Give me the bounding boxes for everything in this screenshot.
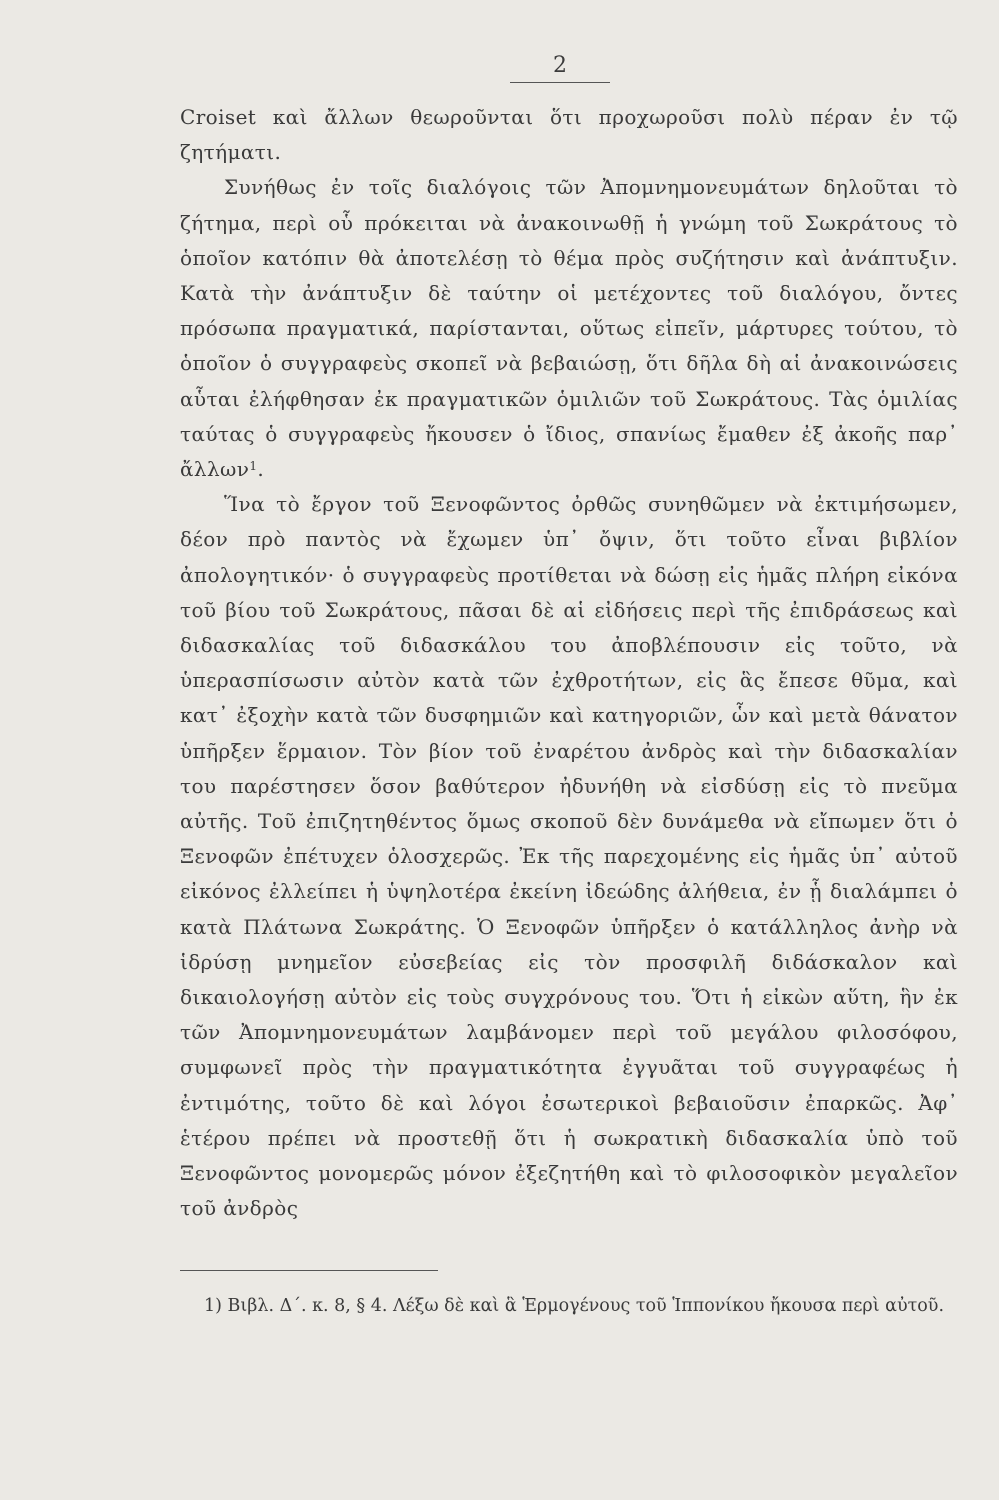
paragraph-1: Croiset καὶ ἄλλων θεωροῦνται ὅτι προχωροῦσι πολὺ πέραν ἐν τῷ ζητήματι. <box>180 105 958 165</box>
page-number-rule <box>510 82 610 83</box>
footnote-reference: 1 <box>249 459 258 474</box>
footnote <box>180 1293 958 1320</box>
paragraph-2: Συνήθως ἐν τοῖς διαλόγοις τῶν Ἀπομνημονευμάτων δηλοῦται τὸ ζήτημα, περὶ οὗ πρόκειται νὰ ἀνακοινωθῇ ἡ γνώμη τοῦ Σωκράτους τὸ ὁποῖον κατόπιν θὰ ἀποτελέσῃ τὸ θέμα πρὸς συζήτησιν καὶ ἀνάπτυξιν. Κατὰ τὴν ἀνάπτυξιν δὲ ταύτην οἱ μετέχοντες τοῦ διαλόγου, ὄντες πρόσωπα πραγματικά, παρίστανται, οὕτως εἰπεῖν, μάρτυρες τούτου, τὸ ὁποῖον ὁ συγγραφεὺς σκοπεῖ νὰ βεβαιώσῃ, ὅτι δῆλα δὴ αἱ ἀνακοινώσεις αὗται ἐλήφθησαν ἐκ πραγματικῶν ὁμιλιῶν τοῦ Σωκράτους. Τὰς ὁμιλίας ταύτας ὁ συγγραφεὺς ἤκουσεν ὁ ἴδιος, σπανίως ἔμαθεν ἐξ ἀκοῆς παρ᾽ ἄλλων$^1$. <box>180 175 958 482</box>
page-header <box>510 52 610 80</box>
footnote-rule <box>180 1270 438 1271</box>
paragraph-3: Ἵνα τὸ ἔργον τοῦ Ξενοφῶντος ὀρθῶς συνηθῶμεν νὰ ἐκτιμήσωμεν, δέον πρὸ παντὸς νὰ ἔχωμεν ὑπ᾽ ὄψιν, ὅτι τοῦτο εἶναι βιβλίον ἀπολογητικόν· ὁ συγγραφεὺς προτίθεται νὰ δώσῃ εἰς ἡμᾶς πλήρη εἰκόνα τοῦ βίου τοῦ Σωκράτους, πᾶσαι δὲ αἱ εἰδήσεις περὶ τῆς ἐπιδράσεως καὶ διδασκαλίας τοῦ διδασκάλου του ἀποβλέπουσιν εἰς τοῦτο, νὰ ὑπερασπίσωσιν αὐτὸν κατὰ τῶν ἐχθροτήτων, εἰς ἃς ἔπεσε θῦμα, καὶ κατ᾽ ἐξοχὴν κατὰ τῶν δυσφημιῶν καὶ κατηγοριῶν, ὧν καὶ μετὰ θάνατον ὑπῆρξεν ἕρμαιον. Τὸν βίον τοῦ ἐναρέτου ἀνδρὸς καὶ τὴν διδασκαλίαν του παρέστησεν ὅσον βαθύτερον ἠδυνήθη νὰ εἰσδύσῃ εἰς τὸ πνεῦμα αὐτῆς. Τοῦ ἐπιζητηθέντος ὅμως σκοποῦ δὲν δυνάμεθα νὰ εἴπωμεν ὅτι ὁ Ξενοφῶν ἐπέτυχεν ὁλοσχερῶς. Ἐκ τῆς παρεχομένης εἰς ἡμᾶς ὑπ᾽ αὐτοῦ εἰκόνος ἐλλείπει ἡ ὑψηλοτέρα ἐκείνη ἰδεώδης ἀλήθεια, ἐν ᾗ διαλάμπει ὁ κατὰ Πλάτωνα Σωκράτης. Ὁ Ξενοφῶν ὑπῆρξεν ὁ κατάλληλος ἀνὴρ νὰ ἱδρύσῃ μνημεῖον εὐσεβείας εἰς τὸν προσφιλῆ διδάσκαλον καὶ δικαιολογήσῃ αὐτὸν εἰς τοὺς συγχρόνους του. Ὅτι ἡ εἰκὼν αὕτη, ἣν ἐκ τῶν Ἀπομνημονευμάτων λαμβάνομεν περὶ τοῦ μεγάλου φιλοσόφου, συμφωνεῖ πρὸς τὴν πραγματικότητα ἐγγυᾶται τοῦ συγγραφέως ἡ ἐντιμότης, τοῦτο δὲ καὶ λόγοι ἐσωτερικοὶ βεβαιοῦσιν ἐπαρκῶς. Ἀφ᾽ ἑτέρου πρέπει νὰ προστεθῇ ὅτι ἡ σωκρατικὴ διδασκαλία ὑπὸ τοῦ Ξενοφῶντος μονομερῶς μόνον ἐξεζητήθη καὶ τὸ φιλοσοφικὸν μεγαλεῖον τοῦ ἀνδρὸς <box>180 492 958 1221</box>
footnote-text: 1) Βιβλ. Δ΄. κ. 8, § 4. Λέξω δὲ καὶ ἃ Ἑρμογένους τοῦ Ἱππονίκου ἤκουσα περὶ αὐτοῦ. <box>204 1296 945 1316</box>
paragraph-2-text: Συνήθως ἐν τοῖς διαλόγοις τῶν Ἀπομνημονευμάτων δηλοῦται τὸ ζήτημα, περὶ οὗ πρόκειται νὰ ἀνακοινωθῇ ἡ γνώμη τοῦ Σωκράτους τὸ ὁποῖον κατόπιν θὰ ἀποτελέσῃ τὸ θέμα πρὸς συζήτησιν καὶ ἀνάπτυξιν. Κατὰ τὴν ἀνάπτυξιν δὲ ταύτην οἱ μετέχοντες τοῦ διαλόγου, ὄντες πρόσωπα πραγματικά, παρίστανται, οὕτως εἰπεῖν, μάρτυρες τούτου, τὸ ὁποῖον ὁ συγγραφεὺς σκοπεῖ νὰ βεβαιώσῃ, ὅτι δῆλα δὴ αἱ ἀνακοινώσεις αὗται ἐλήφθησαν ἐκ πραγματικῶν ὁμιλιῶν τοῦ Σωκράτους. Τὰς ὁμιλίας ταύτας ὁ συγγραφεὺς ἤκουσεν ὁ ἴδιος, σπανίως ἔμαθεν ἐξ ἀκοῆς παρ᾽ ἄλλων <box>180 175 958 482</box>
page-number: 2 <box>553 53 567 78</box>
main-text <box>180 100 958 1227</box>
